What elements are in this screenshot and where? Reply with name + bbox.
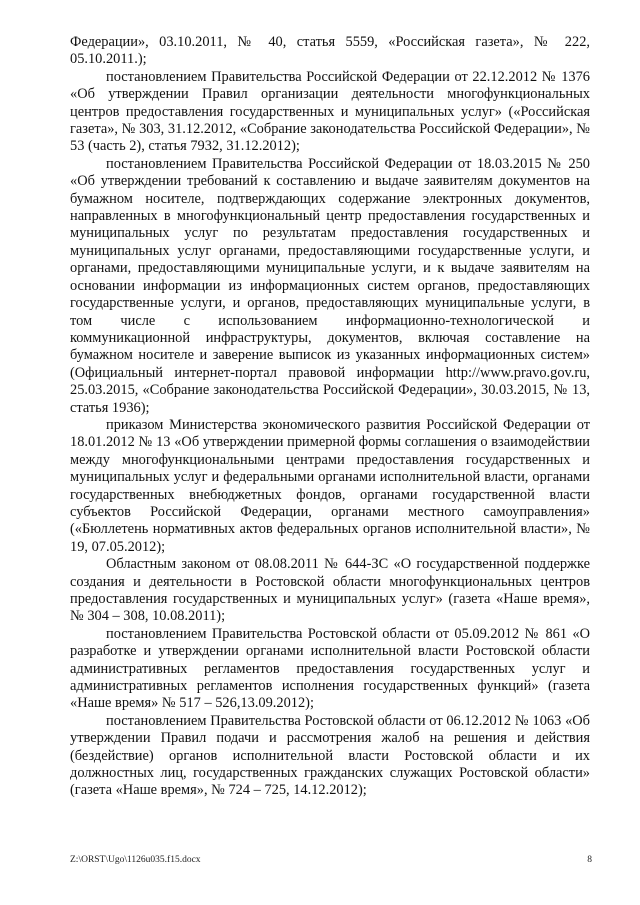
paragraph-2: постановлением Правительства Российской Федерации от 22.12.2012 № 1376 «Об утверждении Правил организации деятельности многофункциональных центров предоставления государственных и муниципальных услуг» («Российская газета», № 303, 31.12.2012, «Собрание законодательства Российской Федерации», № 53 (часть 2), статья 7932, 31.12.2012); [70, 68, 590, 155]
paragraph-5: Областным законом от 08.08.2011 № 644-ЗС «О государственной поддержке создания и деятельности в Ростовской области многофункциональных центров предоставления государственных и муниципальных услуг» (газета «Наше время», № 304 – 308, 10.08.2011); [70, 556, 590, 625]
paragraph-1: Федерации», 03.10.2011, № 40, статья 5559, «Российская газета», № 222, 05.10.2011.); [70, 34, 590, 68]
document-body [70, 34, 590, 800]
paragraph-6: постановлением Правительства Ростовской области от 05.09.2012 № 861 «О разработке и утверждении органами исполнительной власти Ростовской области административных регламентов предоставления государственных услуг и административных регламентов исполнения государственных функций» (газета «Наше время» № 517 – 526,13.09.2012); [70, 625, 590, 712]
paragraph-7: постановлением Правительства Ростовской области от 06.12.2012 № 1063 «Об утверждении Правил подачи и рассмотрения жалоб на решения и действия (бездействие) органов исполнительной власти Ростовской области и их должностных лиц, государственных гражданских служащих Ростовской области» (газета «Наше время», № 724 – 725, 14.12.2012); [70, 712, 590, 799]
page-number: 8 [587, 855, 592, 865]
paragraph-3: постановлением Правительства Российской Федерации от 18.03.2015 № 250 «Об утверждении требований к составлению и выдаче заявителям документов на бумажном носителе, подтверждающих содержание электронных документов, направленных в многофункциональный центр предоставления государственных и муниципальных услуг по результатам предоставления государственных и муниципальных услуг органами, предоставляющими государственные услуги, и органами, предоставляющими муниципальные услуги, и к выдаче заявителям на основании информации из информационных систем органов, предоставляющих государственные услуги, и органов, предоставляющих муниципальные услуги, в том числе с использованием информационно-технологической и коммуникационной инфраструктуры, документов, включая составление на бумажном носителе и заверение выписок из указанных информационных систем» (Официальный интернет-портал правовой информации http://www.pravo.gov.ru, 25.03.2015, «Собрание законодательства Российской Федерации», 30.03.2015, № 13, статья 1936); [70, 155, 590, 416]
paragraph-4: приказом Министерства экономического развития Российской Федерации от 18.01.2012 № 13 «Об утверждении примерной формы соглашения о взаимодействии между многофункциональными центрами предоставления государственных и муниципальных услуг и федеральными органами исполнительной власти, органами государственных внебюджетных фондов, органами государственной власти субъектов Российской Федерации, органами местного самоуправления» («Бюллетень нормативных актов федеральных органов исполнительной власти», № 19, 07.05.2012); [70, 416, 590, 555]
footer-file-path: Z:\ORST\Ugo\1126u035.f15.docx [70, 855, 201, 865]
